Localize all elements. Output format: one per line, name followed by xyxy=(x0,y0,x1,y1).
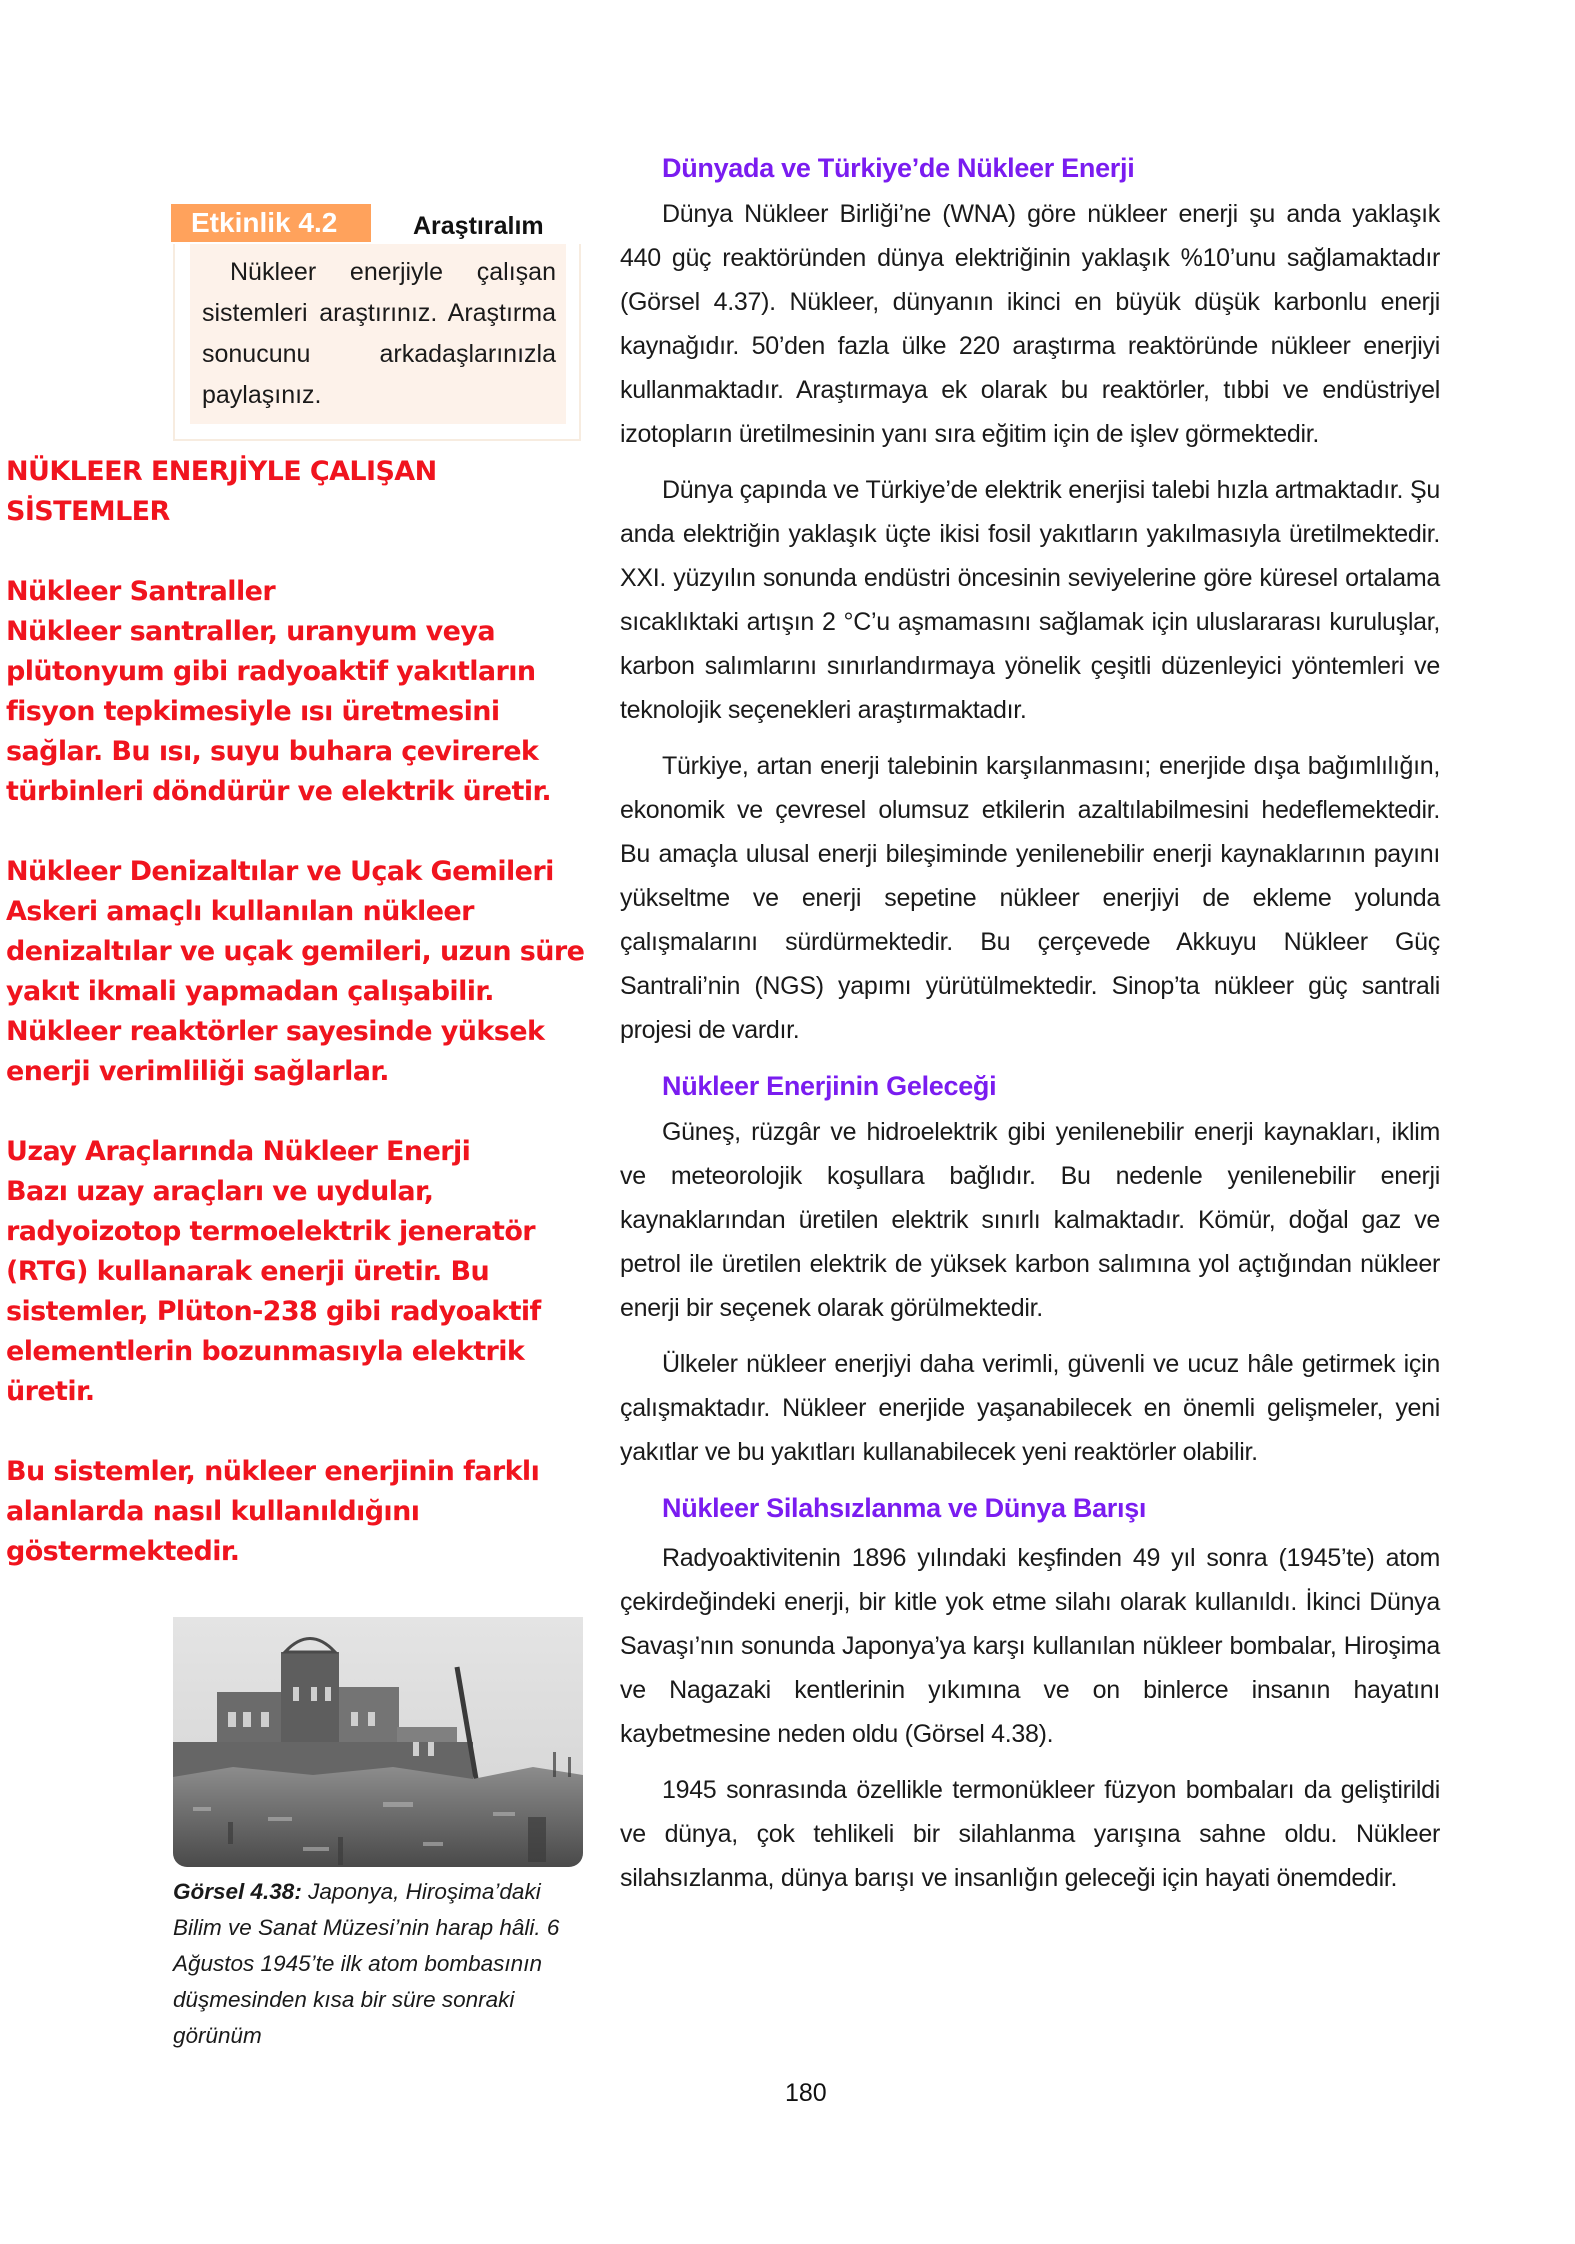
paragraph: Türkiye, artan enerji talebinin karşılanmasını; enerjide dışa bağımlılığın, ekonomik ve çevresel olumsuz etkilerin azaltılabilmesini hedeflemektedir. Bu amaçla ulusal enerji bileşiminde yenilenebilir enerji kaynaklarının payını yükseltme ve enerji sepetine nükleer enerjiyi de ekleme yolunda çalışmalarını sürdürmektedir. Bu çerçevede Akkuyu Nükleer Güç Santrali’nin (NGS) yapımı yürütülmektedir. Sinop’ta nükleer güç santrali projesi de vardır. xyxy=(620,752,1440,1044)
heading-world-turkey: Dünyada ve Türkiye’de Nükleer Enerji xyxy=(662,153,1135,183)
left-column-systems xyxy=(6,452,596,1572)
section-title-submarines: Nükleer Denizaltılar ve Uçak Gemileri xyxy=(6,856,554,887)
section-text-space: Bazı uzay araçları ve uydular, radyoizotop termoelektrik jeneratör (RTG) kullanarak enerji üretir. Bu sistemler, Plüton-238 gibi radyoaktif elementlerin bozunmasıyla elektrik üretir. xyxy=(6,1176,541,1407)
ruins-image-icon xyxy=(173,1617,583,1867)
section-title-space: Uzay Araçlarında Nükleer Enerji xyxy=(6,1136,471,1167)
heading-future: Nükleer Enerjinin Geleceği xyxy=(662,1071,997,1101)
paragraph: Güneş, rüzgâr ve hidroelektrik gibi yenilenebilir enerji kaynakları, iklim ve meteorolojik koşullara bağlıdır. Bu nedenle yenilenebilir enerji kaynaklarından üretilen elektrik sınırlı kalmaktadır. Kömür, doğal gaz ve petrol ile üretilen elektrik de yüksek karbon salımına yol açtığından nükleer enerji bir seçenek olarak görülmektedir. xyxy=(620,1118,1440,1322)
right-column xyxy=(620,146,1440,1912)
section-text-submarines: Askeri amaçlı kullanılan nükleer denizaltılar ve uçak gemileri, uzun süre yakıt ikmali yapmadan çalışabilir. Nükleer reaktörler sayesinde yüksek enerji verimliliği sağlarlar. xyxy=(6,896,585,1087)
page-number: 180 xyxy=(785,2079,827,2107)
paragraph: Radyoaktivitenin 1896 yılındaki keşfinden 49 yıl sonra (1945’te) atom çekirdeğindeki enerji, bir kitle yok etme silahı olarak kullanıldı. İkinci Dünya Savaşı’nın sonunda Japonya’ya karşı kullanılan nükleer bombalar, Hiroşima ve Nagazaki kentlerinin yıkımına ve on binlerce insanın hayatını kaybetmesine neden oldu (Görsel 4.38). xyxy=(620,1544,1440,1748)
paragraph: Ülkeler nükleer enerjiyi daha verimli, güvenli ve ucuz hâle getirmek için çalışmaktadır. Nükleer enerjide yaşanabilecek en önemli gelişmeler, yeni yakıtlar ve bu yakıtları kullanabilecek yeni reaktörler olabilir. xyxy=(620,1350,1440,1466)
activity-type-label: Araştıralım xyxy=(413,212,544,240)
section-text-power-plants: Nükleer santraller, uranyum veya plütonyum gibi radyoaktif yakıtların fisyon tepkimesiyle ısı üretmesini sağlar. Bu ısı, suyu buhara çevirerek türbinleri döndürür ve elektrik üretir. xyxy=(6,616,551,807)
activity-body xyxy=(190,244,566,424)
paragraph: Dünya çapında ve Türkiye’de elektrik enerjisi talebi hızla artmaktadır. Şu anda elektriğin yaklaşık üçte ikisi fosil yakıtların yakılmasıyla üretilmektedir. XXI. yüzyılın sonunda endüstri öncesinin seviyelerine göre küresel ortalama sıcaklıktaki artışın 2 °C’u aşmamasını sağlamak için uluslararası kuruluşlar, karbon salımlarını sınırlandırmaya yönelik çeşitli düzenleyici yöntemleri ve teknolojik seçenekleri araştırmaktadır. xyxy=(620,476,1440,724)
activity-text: Nükleer enerjiyle çalışan sistemleri araştırınız. Araştırma sonucunu arkadaşlarınızla paylaşınız. xyxy=(202,258,556,409)
conclusion-text: Bu sistemler, nükleer enerjinin farklı alanlarda nasıl kullanıldığını göstermektedir. xyxy=(6,1456,540,1567)
main-heading-line2: SİSTEMLER xyxy=(6,496,170,527)
figure-label: Görsel 4.38: xyxy=(173,1879,302,1904)
figure-caption-text: Japonya, Hiroşima’daki Bilim ve Sanat Müzesi’nin harap hâli. 6 Ağustos 1945’te ilk atom bombasının düşmesinden kısa bir süre sonraki görünüm xyxy=(173,1879,560,2048)
figure-caption xyxy=(173,1874,585,2054)
paragraph: 1945 sonrasında özellikle termonükleer füzyon bombaları da geliştirildi ve dünya, çok tehlikeli bir silahlanma yarışına sahne oldu. Nükleer silahsızlanma, dünya barışı ve insanlığın geleceği için hayati önemdedir. xyxy=(620,1776,1440,1892)
main-heading-line1: NÜKLEER ENERJİYLE ÇALIŞAN xyxy=(6,456,437,487)
paragraph: Dünya Nükleer Birliği’ne (WNA) göre nükleer enerji şu anda yaklaşık 440 güç reaktöründen dünya elektriğinin yaklaşık %10’unu sağlamaktadır (Görsel 4.37). Nükleer, dünyanın ikinci en büyük düşük karbonlu enerji kaynağıdır. 50’den fazla ülke 220 araştırma reaktöründe nükleer enerjiyi kullanmaktadır. Araştırmaya ek olarak bu reaktörler, tıbbi ve endüstriyel izotopların üretilmesinin yanı sıra eğitim için de işlev görmektedir. xyxy=(620,200,1440,448)
activity-frame xyxy=(173,244,581,441)
heading-disarmament: Nükleer Silahsızlanma ve Dünya Barışı xyxy=(662,1493,1147,1523)
section-title-power-plants: Nükleer Santraller xyxy=(6,576,276,607)
hiroshima-photo xyxy=(173,1617,583,1867)
activity-tag: Etkinlik 4.2 xyxy=(171,204,371,242)
